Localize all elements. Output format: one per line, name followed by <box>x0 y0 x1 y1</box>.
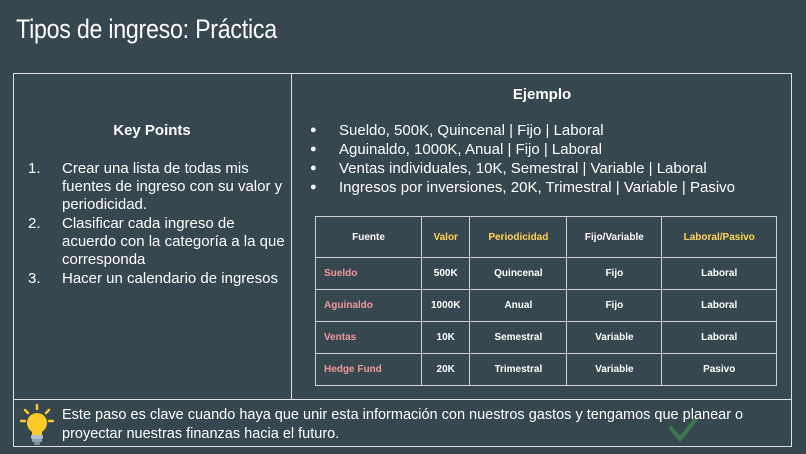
checkmark-icon <box>668 415 698 443</box>
cell-valor: 10K <box>422 322 470 354</box>
key-point-text: Hacer un calendario de ingresos <box>62 270 278 287</box>
header-periodicidad: Periodicidad <box>470 217 567 258</box>
cell-fijo-variable: Variable <box>567 354 662 386</box>
cell-laboral-pasivo: Laboral <box>662 258 777 290</box>
cell-fuente: Aguinaldo <box>316 290 422 322</box>
key-point-item <box>28 160 290 214</box>
key-points-heading: Key Points <box>113 122 191 139</box>
example-bullet: ● Ventas individuales, 10K, Semestral | Variable | Laboral <box>310 159 735 178</box>
cell-laboral-pasivo: Laboral <box>662 322 777 354</box>
cell-periodicidad: Quincenal <box>470 258 567 290</box>
header-fijo-variable: Fijo/Variable <box>567 217 662 258</box>
key-point-number: 2. <box>28 215 41 232</box>
key-points-list <box>28 160 290 289</box>
table-header-row <box>316 217 777 258</box>
key-point-text: Crear una lista de todas mis fuentes de ingreso con su valor y periodicidad. <box>62 160 283 213</box>
example-heading: Ejemplo <box>512 86 572 103</box>
cell-periodicidad: Trimestral <box>470 354 567 386</box>
cell-fijo-variable: Variable <box>567 322 662 354</box>
example-bullet: ● Aguinaldo, 1000K, Anual | Fijo | Laboral <box>310 140 735 159</box>
cell-fuente: Ventas <box>316 322 422 354</box>
cell-valor: 20K <box>422 354 470 386</box>
income-table <box>315 216 777 386</box>
header-laboral-pasivo: Laboral/Pasivo <box>662 217 777 258</box>
table-row <box>316 258 777 290</box>
cell-fijo-variable: Fijo <box>567 290 662 322</box>
key-point-text: Clasificar cada ingreso de acuerdo con la categoría a la que corresponda <box>62 215 285 268</box>
example-bullet: ● Sueldo, 500K, Quincenal | Fijo | Laboral <box>310 121 735 140</box>
example-bullet: ● Ingresos por inversiones, 20K, Trimestral | Variable | Pasivo <box>310 178 735 197</box>
key-point-item <box>28 215 290 269</box>
key-point-number: 1. <box>28 160 41 177</box>
page-title: Tipos de ingreso: Práctica <box>16 14 277 44</box>
cell-fijo-variable: Fijo <box>567 258 662 290</box>
cell-valor: 500K <box>422 258 470 290</box>
example-bullet-list <box>310 121 735 197</box>
header-fuente: Fuente <box>316 217 422 258</box>
cell-laboral-pasivo: Pasivo <box>662 354 777 386</box>
table-row <box>316 322 777 354</box>
cell-periodicidad: Semestral <box>470 322 567 354</box>
lightbulb-icon <box>20 404 54 446</box>
cell-fuente: Sueldo <box>316 258 422 290</box>
column-divider <box>291 73 292 399</box>
cell-valor: 1000K <box>422 290 470 322</box>
table-row <box>316 354 777 386</box>
table-row <box>316 290 777 322</box>
cell-periodicidad: Anual <box>470 290 567 322</box>
footer-note: Este paso es clave cuando haya que unir esta información con nuestros gastos y tengamos que planear o proyectar nuestras finanzas hacia el futuro. <box>62 407 744 442</box>
footer-divider <box>13 399 792 400</box>
header-valor: Valor <box>422 217 470 258</box>
cell-laboral-pasivo: Laboral <box>662 290 777 322</box>
cell-fuente: Hedge Fund <box>316 354 422 386</box>
key-point-number: 3. <box>28 270 41 287</box>
key-point-item <box>28 270 290 288</box>
